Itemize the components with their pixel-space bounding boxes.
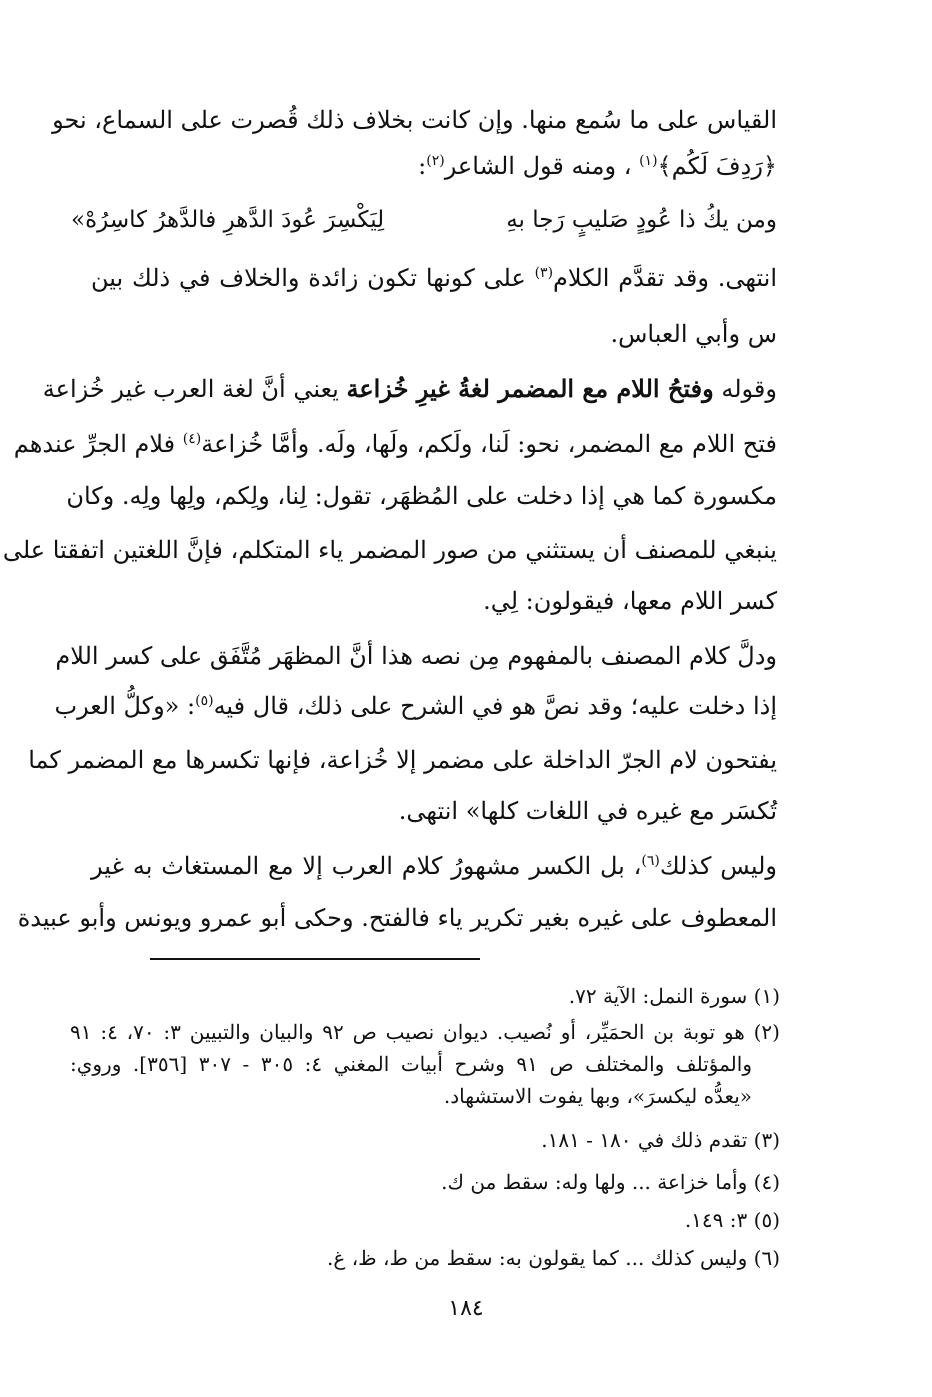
text-line-15: وليس كذلك$^{(٦)}$، بل الكسر مشهورُ كلام العرب إلا مع المستغاث به غير [91,852,778,880]
footnote-rule [150,958,480,960]
footnote-ref-3[interactable]: (٣) [534,265,554,281]
verse-second-hemistich: لِيَكْسِرَ عُودَ الدَّهرِ فالدَّهرُ كاسِرُهْ» [71,207,385,233]
footnote-3: (٣) تقدم ذلك في ١٨٠ - ١٨١. [541,1128,780,1152]
text-line-5: س وأبي العباس. [610,320,777,348]
footnote-1: (١) سورة النمل: الآية ٧٢. [568,984,780,1008]
footnote-ref-2[interactable]: (٢) [426,153,445,169]
quoted-matn: وفتحُ اللام مع المضمر لغةُ غيرِ خُزاعة [346,374,714,403]
footnote-5: (٥) ٣: ١٤٩. [684,1208,780,1232]
footnote-2-line-2: والمؤتلف والمختلف ص ٩١ وشرح أبيات المغني ٤: ٣٠٥ - ٣٠٧ [٣٥٦]. وروي: [70,1052,752,1076]
footnote-ref-6[interactable]: (٦) [641,853,660,869]
text-line-1: القياس على ما سُمع منها. وإن كانت بخلاف ذلك قُصرت على السماع، نحو [52,106,777,134]
footnote-4: (٤) وأما خزاعة ... ولها وله: سقط من ك. [441,1170,780,1194]
text-line-7: فتح اللام مع المضمر، نحو: لَنا، ولَكم، ولَها، ولَه. وأمَّا خُزاعة$^{(٤)}$ فلام الجرِّ عندهم [13,430,777,458]
footnote-2-line-3: «يعدُّه ليكسرَ»، وبها يفوت الاستشهاد. [443,1084,752,1108]
poetry-verse [71,204,777,236]
text-line-13: يفتحون لام الجرّ الداخلة على مضمر إلا خُزاعة، فإنها تكسرها مع المضمر كما [28,746,777,774]
text-line-6: وقوله وفتحُ اللام مع المضمر لغةُ غيرِ خُزاعة يعني أنَّ لغة العرب غير خُزاعة [42,374,777,403]
footnote-2: (٢) هو توبة بن الحمَيِّر، أو نُصيب. ديوان نصيب ص ٩٢ والبيان والتبيين ٣: ٧٠، ٤: ٩١ [70,1020,780,1044]
text-line-14: تُكسَر مع غيره في اللغات كلها» انتهى. [398,797,777,825]
footnote-6: (٦) وليس كذلك ... كما يقولون به: سقط من ط، ظ، غ. [327,1246,780,1270]
verse-first-hemistich: ومن يكُ ذا عُودٍ صَليبٍ رَجا بهِ [506,207,777,233]
text-line-10: كسر اللام معها، فيقولون: لِي. [483,587,777,615]
footnote-ref-5[interactable]: (٥) [195,693,214,709]
text-line-16: المعطوف على غيره بغير تكرير ياء فالفتح. وحكى أبو عمرو ويونس وأبو عبيدة [17,904,777,932]
text-line-2: ﴿رَدِفَ لَكُم﴾$^{(١)}$ ، ومنه قول الشاعر$^{(٢)}$: [418,152,777,180]
text-line-4: انتهى. وقد تقدَّم الكلام$^{(٣)}$ على كونها تكون زائدة والخلاف في ذلك بين [91,264,777,292]
footnote-ref-1[interactable]: (١) [639,153,658,169]
page-number: ١٨٤ [448,1296,484,1321]
text-line-8: مكسورة كما هي إذا دخلت على المُظهَر، تقول: لِنا، ولِكم، ولِها ولِه. وكان [66,482,777,510]
text-line-9: ينبغي للمصنف أن يستثني من صور المضمر ياء المتكلم، فإنَّ اللغتين اتفقتا على [2,536,777,564]
footnote-ref-4[interactable]: (٤) [182,431,202,447]
quran-quote: ﴿رَدِفَ لَكُم﴾ [657,152,777,180]
text-line-11: ودلَّ كلام المصنف بالمفهوم مِن نصه هذا أنَّ المظهَر مُتَّفَق على كسر اللام [55,642,777,670]
text-line-12: إذا دخلت عليه؛ وقد نصَّ هو في الشرح على ذلك، قال فيه$^{(٥)}$: «وكلُّ العرب [54,692,777,720]
